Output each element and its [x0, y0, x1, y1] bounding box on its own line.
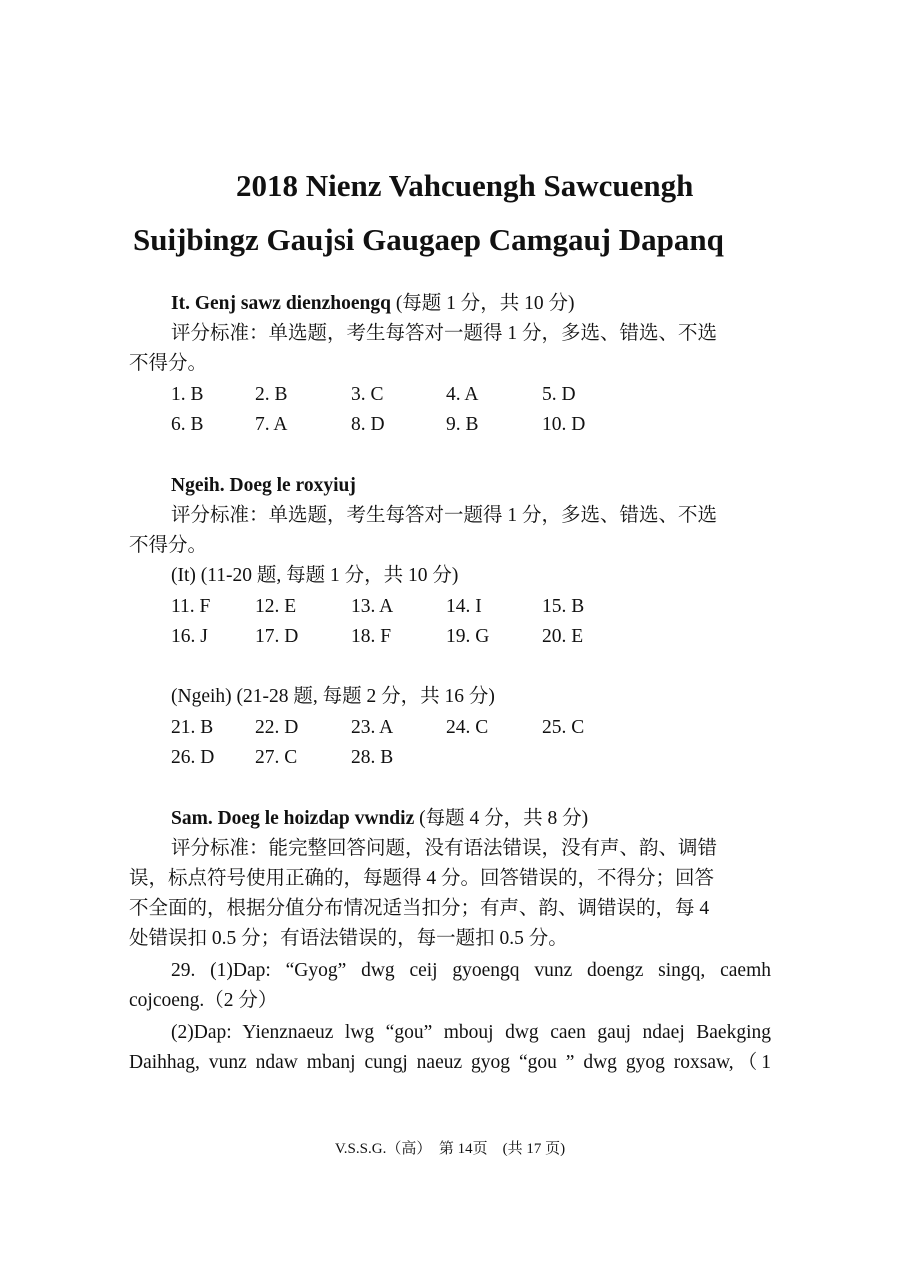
answer-cell: 7. A	[255, 414, 288, 435]
answer-cell: 15. B	[542, 596, 585, 617]
section3-criteria-line: 评分标准：能完整回答问题，没有语法错误，没有声、韵、调错	[171, 838, 718, 859]
section1-criteria-line1: 评分标准：单选题，考生每答对一题得 1 分，多选、错选、不选	[171, 323, 718, 344]
section1-heading-text: It. Genj sawz dienzhoengq	[171, 293, 391, 314]
section3-criteria-line: 误，标点符号使用正确的，每题得 4 分。回答错误的，不得分；回答	[129, 868, 715, 889]
answer-cell: 23. A	[351, 717, 394, 738]
answer-cell: 25. C	[542, 717, 585, 738]
q29-part2-line1: (2)Dap: Yienznaeuz lwg “gou” mbouj dwg caen gauj ndaej Baekging	[171, 1022, 771, 1043]
section1-criteria-line2: 不得分。	[129, 353, 208, 374]
section1-heading-note: (每题 1 分，共 10 分)	[390, 293, 575, 314]
title-line-1: 2018 Nienz Vahcuengh Sawcuengh	[236, 168, 694, 203]
section3-criteria-line: 处错误扣 0.5 分；有语法错误的，每一题扣 0.5 分。	[129, 928, 568, 949]
answer-cell: 12. E	[255, 596, 297, 617]
answer-cell: 1. B	[171, 384, 204, 405]
q29-part2-line2: Daihhag, vunz ndaw mbanj cungj naeuz gyog “gou ” dwg gyog roxsaw,（1	[129, 1052, 771, 1073]
answer-cell: 24. C	[446, 717, 489, 738]
answer-cell: 3. C	[351, 384, 384, 405]
section2-criteria-line1: 评分标准：单选题，考生每答对一题得 1 分，多选、错选、不选	[171, 505, 718, 526]
section3-criteria-line: 不全面的，根据分值分布情况适当扣分；有声、韵、调错误的，每 4	[129, 898, 710, 919]
answer-cell: 19. G	[446, 626, 490, 647]
answer-cell: 9. B	[446, 414, 479, 435]
section2-heading: Ngeih. Doeg le roxyiuj	[171, 475, 356, 496]
q29-part1-line2: cojcoeng.（2 分）	[129, 990, 278, 1011]
answer-cell: 16. J	[171, 626, 208, 647]
answer-cell: 18. F	[351, 626, 392, 647]
section2-part1-label: (It) (11-20 题, 每题 1 分，共 10 分)	[171, 565, 459, 586]
answer-cell: 20. E	[542, 626, 584, 647]
answer-cell: 14. I	[446, 596, 482, 617]
answer-cell: 11. F	[171, 596, 211, 617]
answer-cell: 10. D	[542, 414, 586, 435]
section2-part2-label: (Ngeih) (21-28 题, 每题 2 分，共 16 分)	[171, 686, 495, 707]
answer-cell: 6. B	[171, 414, 204, 435]
answer-cell: 22. D	[255, 717, 299, 738]
page-footer: V.S.S.G.（高） 第 14页 (共 17 页)	[334, 1141, 566, 1157]
section3-heading-note: (每题 4 分，共 8 分)	[414, 808, 589, 829]
answer-cell: 5. D	[542, 384, 576, 405]
answer-cell: 21. B	[171, 717, 214, 738]
answer-cell: 28. B	[351, 747, 394, 768]
answer-cell: 4. A	[446, 384, 479, 405]
answer-cell: 2. B	[255, 384, 288, 405]
answer-cell: 26. D	[171, 747, 215, 768]
section3-heading-text: Sam. Doeg le hoizdap vwndiz	[171, 808, 415, 829]
answer-cell: 17. D	[255, 626, 299, 647]
section2-criteria-line2: 不得分。	[129, 535, 208, 556]
section3-heading	[171, 804, 771, 834]
answer-cell: 13. A	[351, 596, 394, 617]
q29-part1-line1: 29. (1)Dap: “Gyog” dwg ceij gyoengq vunz doengz singq, caemh	[171, 960, 771, 981]
title-line-2: Suijbingz Gaujsi Gaugaep Camgauj Dapanq	[133, 222, 724, 257]
answer-cell: 8. D	[351, 414, 385, 435]
section1-heading	[171, 289, 813, 319]
answer-cell: 27. C	[255, 747, 298, 768]
